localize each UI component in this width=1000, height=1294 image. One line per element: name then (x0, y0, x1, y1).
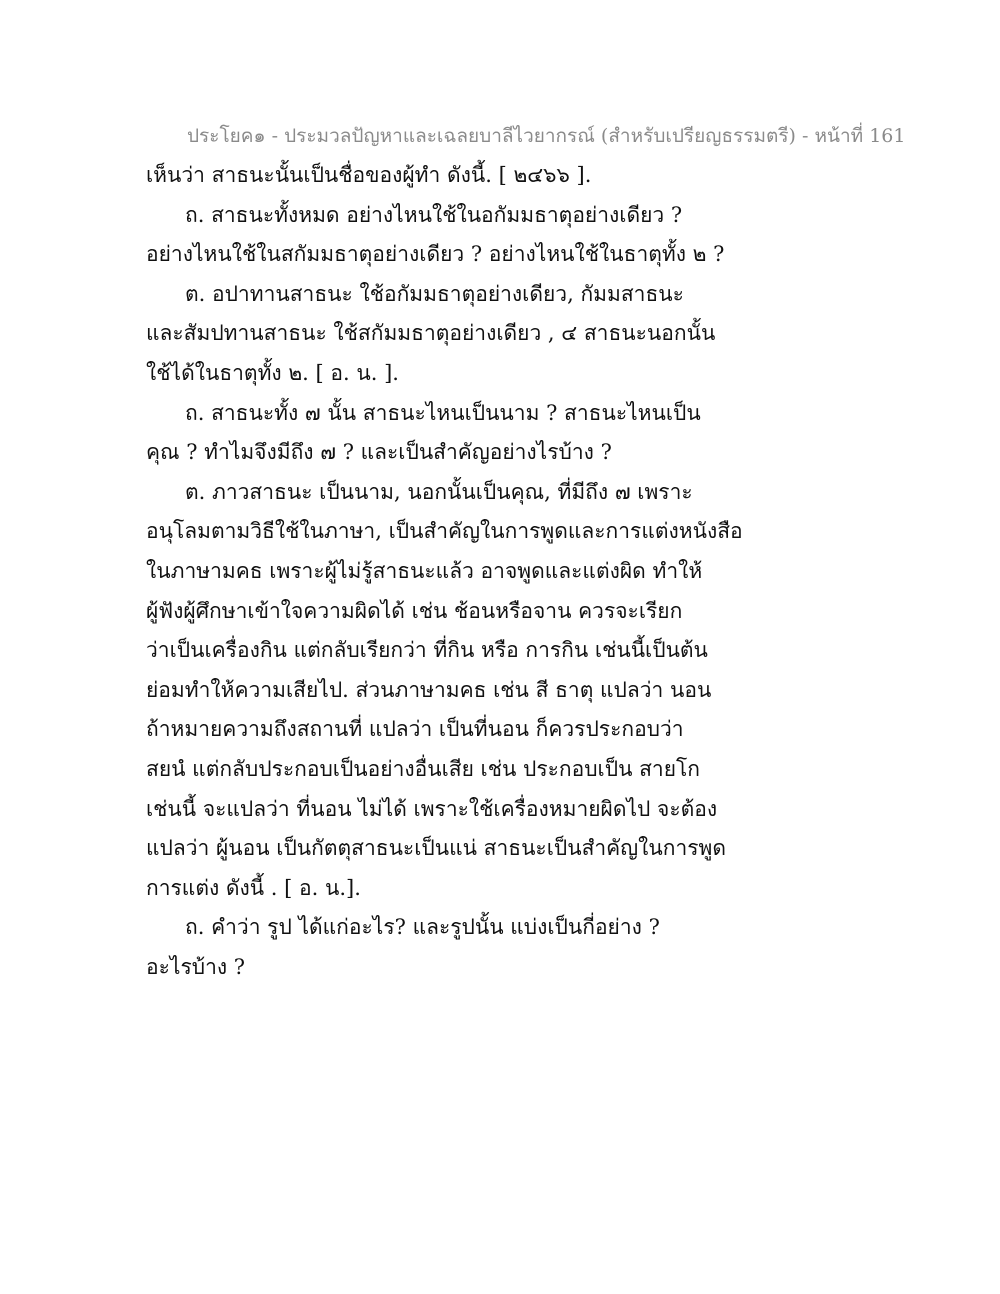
answer-line: ต. ภาวสาธนะ เป็นนาม, นอกนั้นเป็นคุณ, ที่มีถึง ๗ เพราะ (185, 479, 693, 504)
text-line: คุณ ? ทำไมจึงมีถึง ๗ ? และเป็นสำคัญอย่างไรบ้าง ? (146, 440, 612, 465)
question-line: ถ. สาธนะทั้งหมด อย่างไหนใช้ในอกัมมธาตุอย่างเดียว ? (185, 202, 683, 227)
question-line: ถ. คำว่า รูป ได้แก่อะไร? และรูปนั้น แบ่งเป็นกี่อย่าง ? (185, 915, 660, 940)
text-line: แปลว่า ผู้นอน เป็นกัตตุสาธนะเป็นแน่ สาธนะเป็นสำคัญในการพูด (146, 836, 726, 861)
page-header: ประโยค๑ - ประมวลปัญหาและเฉลยบาลีไวยากรณ์ (สำหรับเปรียญธรรมตรี) - หน้าที่ 161 (187, 125, 906, 147)
body-text (146, 156, 743, 987)
text-line: อนุโลมตามวิธีใช้ในภาษา, เป็นสำคัญในการพูดและการแต่งหนังสือ (146, 519, 743, 544)
text-line: ย่อมทำให้ความเสียไป. ส่วนภาษามคธ เช่น สี ธาตุ แปลว่า นอน (146, 677, 712, 702)
question-line: ถ. สาธนะทั้ง ๗ นั้น สาธนะไหนเป็นนาม ? สาธนะไหนเป็น (185, 400, 701, 425)
text-line: สยนํ แต่กลับประกอบเป็นอย่างอื่นเสีย เช่น ประกอบเป็น สายโก (146, 756, 701, 781)
text-line: การแต่ง ดังนี้ . [ อ. น.]. (146, 875, 361, 900)
text-line: อย่างไหนใช้ในสกัมมธาตุอย่างเดียว ? อย่างไหนใช้ในธาตุทั้ง ๒ ? (146, 242, 725, 267)
text-line: ใช้ได้ในธาตุทั้ง ๒. [ อ. น. ]. (146, 360, 399, 385)
text-line: ว่าเป็นเครื่องกิน แต่กลับเรียกว่า ที่กิน หรือ การกิน เช่นนี้เป็นต้น (146, 638, 708, 663)
answer-line: ต. อปาทานสาธนะ ใช้อกัมมธาตุอย่างเดียว, กัมมสาธนะ (185, 281, 684, 306)
text-line: เห็นว่า สาธนะนั้นเป็นชื่อของผู้ทำ ดังนี้. [ ๒๔๖๖ ]. (146, 163, 592, 187)
text-line: อะไรบ้าง ? (146, 954, 246, 979)
text-line: และสัมปทานสาธนะ ใช้สกัมมธาตุอย่างเดียว , ๔ สาธนะนอกนั้น (146, 321, 716, 346)
text-line: ถ้าหมายความถึงสถานที่ แปลว่า เป็นที่นอน ก็ควรประกอบว่า (146, 717, 684, 742)
text-line: ผู้ฟังผู้ศึกษาเข้าใจความผิดได้ เช่น ช้อนหรือจาน ควรจะเรียก (146, 598, 683, 623)
text-line: เช่นนี้ จะแปลว่า ที่นอน ไม่ได้ เพราะใช้เครื่องหมายผิดไป จะต้อง (146, 796, 718, 821)
text-line: ในภาษามคธ เพราะผู้ไม่รู้สาธนะแล้ว อาจพูดและแต่งผิด ทำให้ (146, 558, 703, 583)
